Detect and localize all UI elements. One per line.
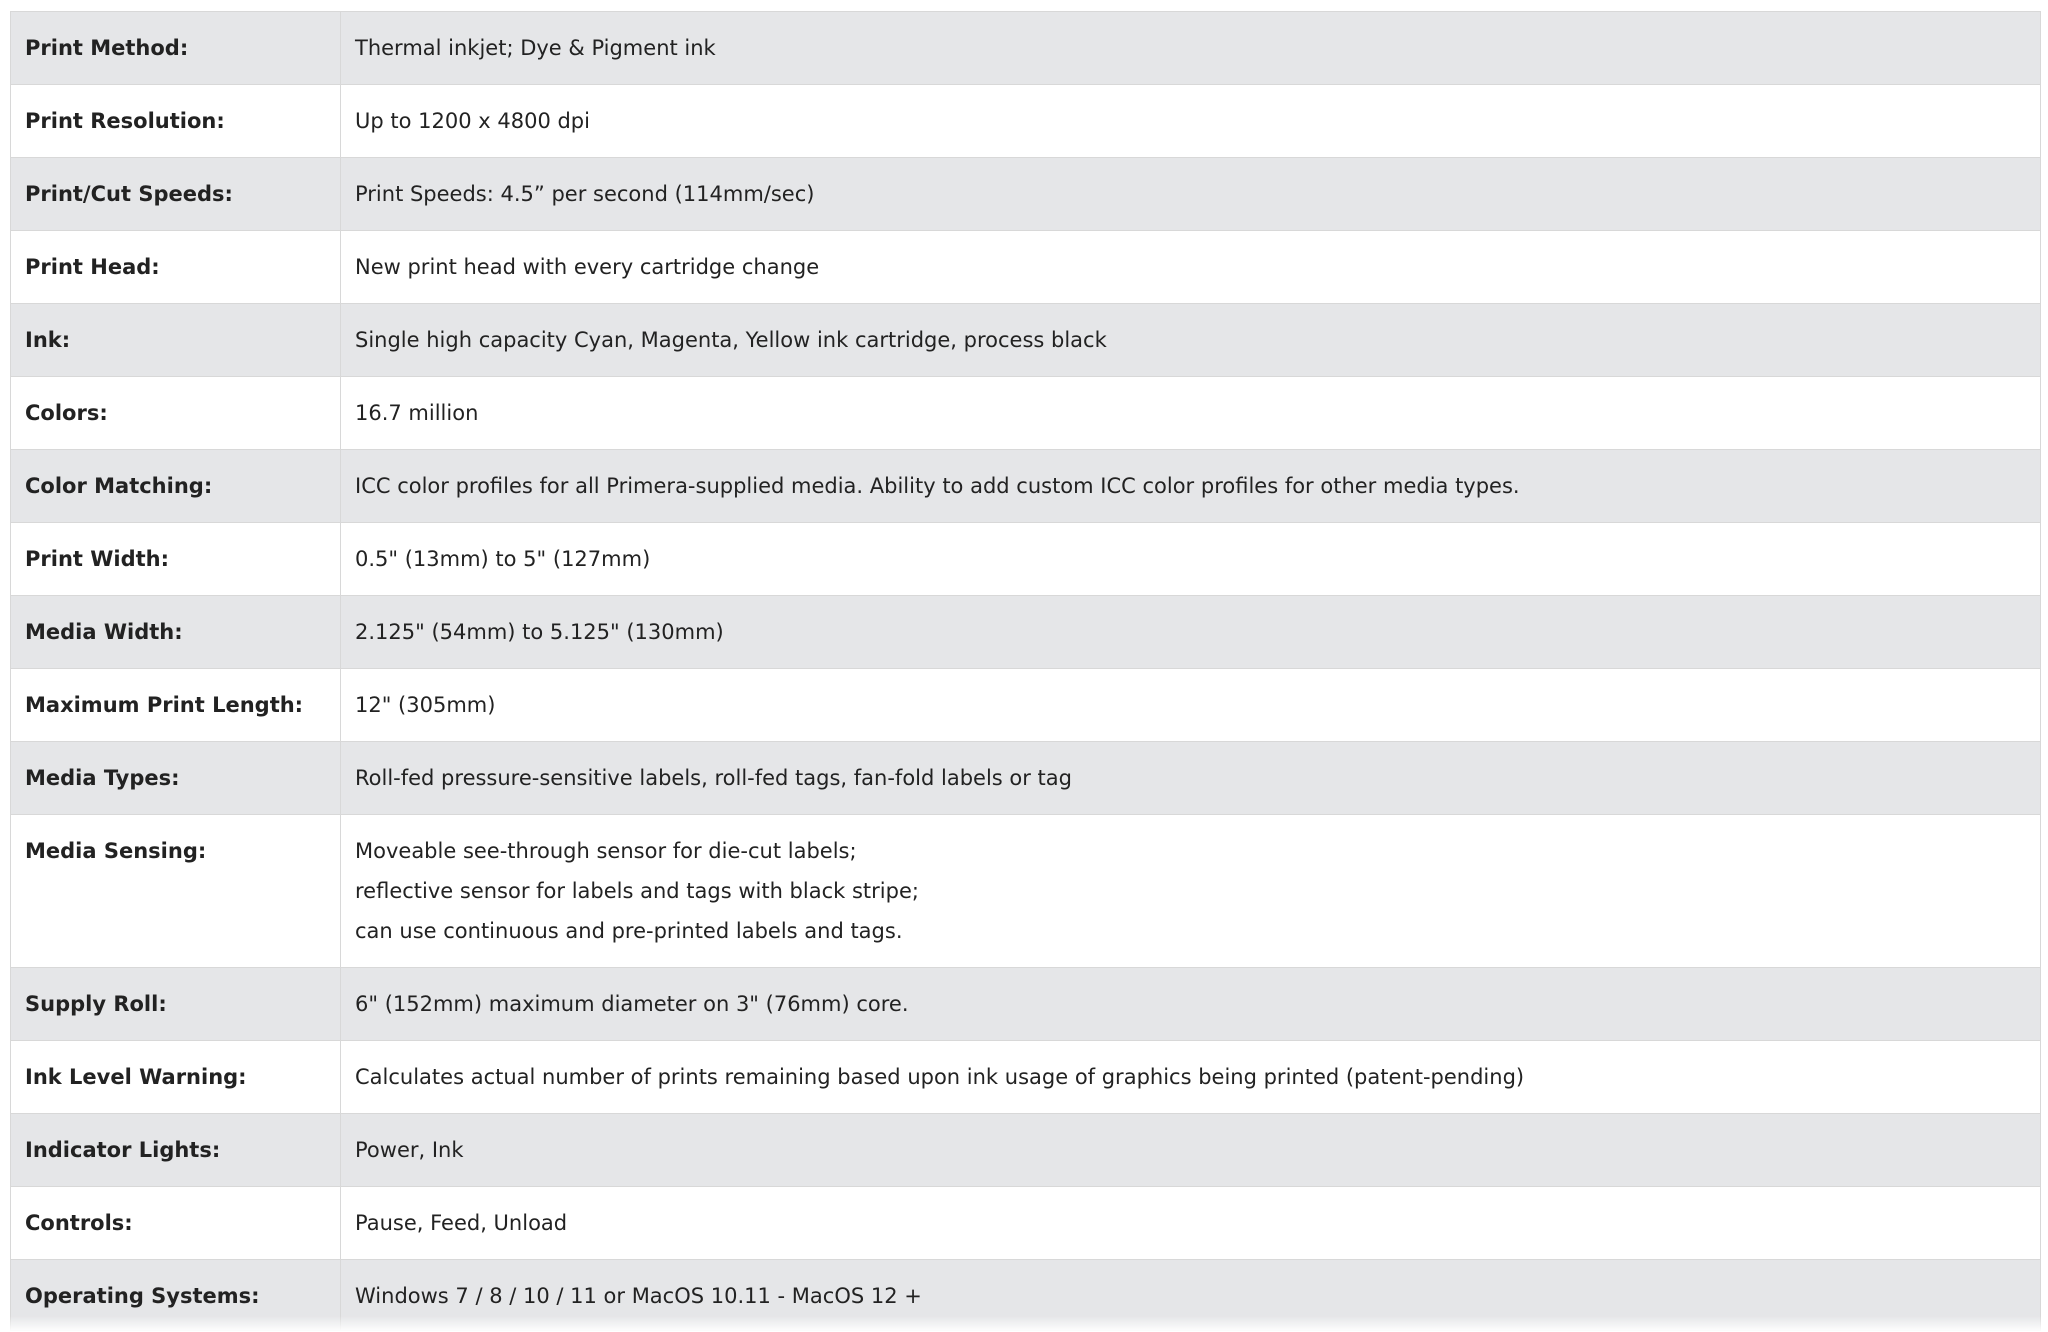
spec-label: Ink Level Warning: (11, 1041, 341, 1114)
spec-row-print-method (11, 12, 2041, 85)
spec-value (341, 815, 2041, 968)
spec-row-print-resolution (11, 85, 2041, 158)
spec-row-print-cut-speeds (11, 158, 2041, 231)
spec-value: Single high capacity Cyan, Magenta, Yellow ink cartridge, process black (341, 304, 2041, 377)
spec-value: Power, Ink (341, 1114, 2041, 1187)
spec-value: Roll-fed pressure-sensitive labels, roll-fed tags, fan-fold labels or tag (341, 742, 2041, 815)
spec-value: ICC color profiles for all Primera-supplied media. Ability to add custom ICC color profiles for other media types. (341, 450, 2041, 523)
spec-row-print-head (11, 231, 2041, 304)
spec-label: Colors: (11, 377, 341, 450)
spec-value: 6" (152mm) maximum diameter on 3" (76mm) core. (341, 968, 2041, 1041)
spec-label: Print/Cut Speeds: (11, 158, 341, 231)
spec-row-ink (11, 304, 2041, 377)
spec-value: Up to 1200 x 4800 dpi (341, 85, 2041, 158)
spec-label: Supply Roll: (11, 968, 341, 1041)
spec-label: Media Width: (11, 596, 341, 669)
spec-value-line: can use continuous and pre-printed labels and tags. (355, 919, 903, 943)
spec-row-color-matching (11, 450, 2041, 523)
spec-row-media-types (11, 742, 2041, 815)
spec-value: 0.5" (13mm) to 5" (127mm) (341, 523, 2041, 596)
spec-value: Thermal inkjet; Dye & Pigment ink (341, 12, 2041, 85)
spec-row-indicator-lights (11, 1114, 2041, 1187)
spec-label: Print Resolution: (11, 85, 341, 158)
spec-label: Media Sensing: (11, 815, 341, 968)
spec-value: 12" (305mm) (341, 669, 2041, 742)
spec-row-media-width (11, 596, 2041, 669)
spec-value-line: Moveable see-through sensor for die-cut labels; (355, 839, 857, 863)
spec-label: Indicator Lights: (11, 1114, 341, 1187)
spec-label: Print Width: (11, 523, 341, 596)
spec-value: New print head with every cartridge change (341, 231, 2041, 304)
spec-label: Print Head: (11, 231, 341, 304)
spec-row-supply-roll (11, 968, 2041, 1041)
spec-row-operating-systems (11, 1260, 2041, 1331)
spec-row-print-width (11, 523, 2041, 596)
specifications-table (10, 11, 2041, 1331)
spec-value: Pause, Feed, Unload (341, 1187, 2041, 1260)
spec-row-maximum-print-length (11, 669, 2041, 742)
spec-label: Color Matching: (11, 450, 341, 523)
spec-row-media-sensing (11, 815, 2041, 968)
spec-label: Controls: (11, 1187, 341, 1260)
spec-row-controls (11, 1187, 2041, 1260)
spec-label: Media Types: (11, 742, 341, 815)
spec-label: Ink: (11, 304, 341, 377)
spec-value: 2.125" (54mm) to 5.125" (130mm) (341, 596, 2041, 669)
spec-label: Maximum Print Length: (11, 669, 341, 742)
spec-label: Print Method: (11, 12, 341, 85)
spec-row-colors (11, 377, 2041, 450)
spec-value: Print Speeds: 4.5” per second (114mm/sec) (341, 158, 2041, 231)
spec-value: 16.7 million (341, 377, 2041, 450)
spec-value: Windows 7 / 8 / 10 / 11 or MacOS 10.11 - MacOS 12 + (341, 1260, 2041, 1331)
spec-row-ink-level-warning (11, 1041, 2041, 1114)
spec-label: Operating Systems: (11, 1260, 341, 1331)
spec-value: Calculates actual number of prints remaining based upon ink usage of graphics being printed (patent-pending) (341, 1041, 2041, 1114)
spec-value-line: reflective sensor for labels and tags with black stripe; (355, 879, 919, 903)
